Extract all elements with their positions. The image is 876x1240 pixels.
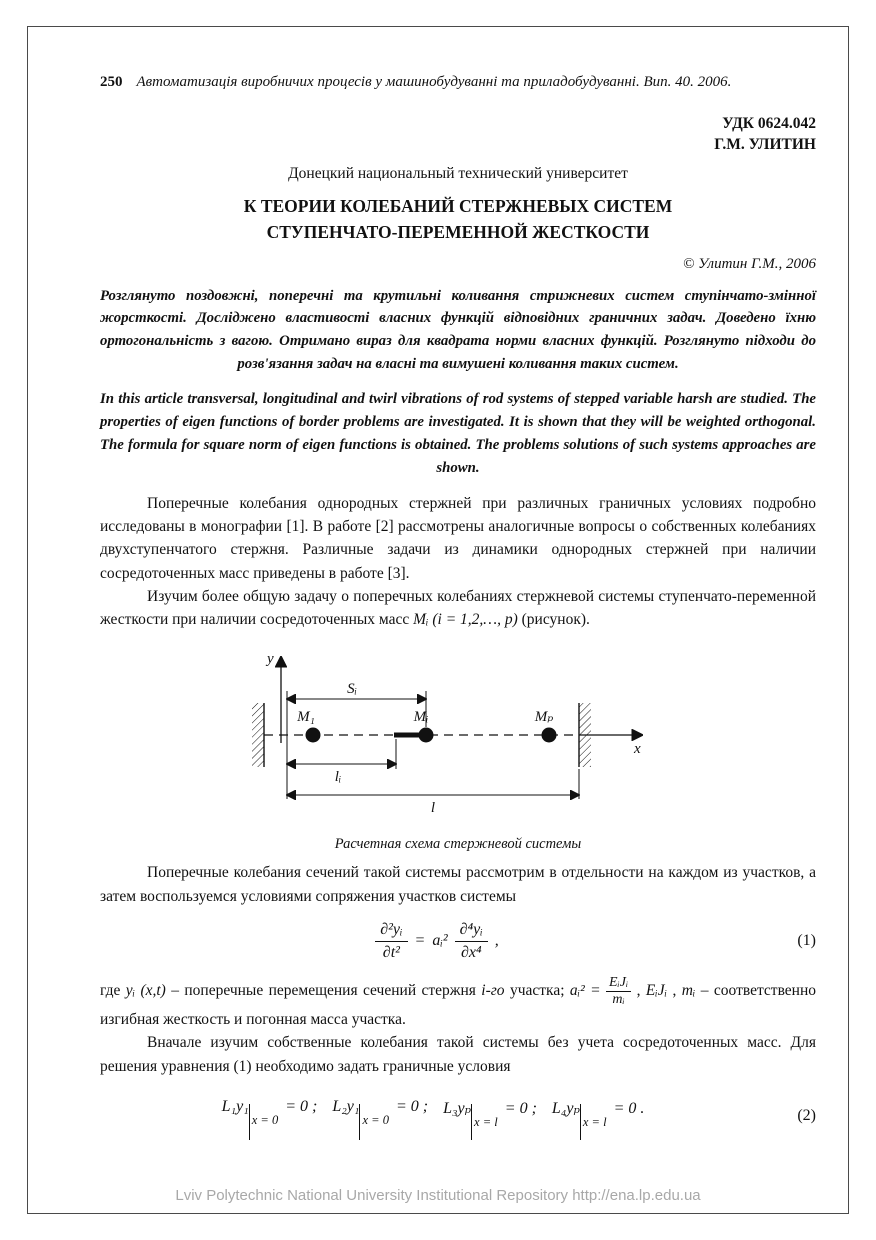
paragraph-2 (100, 585, 816, 632)
paragraph-1: Поперечные колебания однородных стержней при различных граничных условиях подробно исследованы в монографии [1]. В работе [2] рассмотрены аналогичные вопросы о собственных колебаниях двухступенчатого стержня. Различные задачи из динамики однородных стержней при наличии сосредоточенных масс приведены в работе [3]. (100, 494, 816, 582)
paragraph-4 (100, 975, 816, 1031)
boundary-condition-3 (443, 1098, 537, 1134)
dimension-li-label: lᵢ (334, 769, 342, 786)
boundary-condition-2 (332, 1098, 428, 1134)
paragraph-4-text: – поперечные перемещения сечений стержня (165, 982, 482, 1000)
dimension-si-label: Sᵢ (347, 681, 357, 698)
paragraph-4-text: – (695, 982, 714, 1000)
udc-code: УДК 0624.042 (722, 115, 816, 132)
mass-mi-dot (419, 728, 433, 742)
evaluation-bar (471, 1104, 472, 1140)
boundary-condition-4 (552, 1098, 644, 1134)
equation-1-tail: , (494, 932, 499, 950)
article-title-line-2: СТУПЕНЧАТО-ПЕРЕМЕННОЙ ЖЕСТКОСТИ (266, 222, 650, 243)
abstract-english: In this article transversal, longitudinal and twirl vibrations of rod systems of stepped variable harsh are studied. The properties of eigen functions of border problems are investigated. It is shown that they will be weighted orthogonal. The formula for square norm of eigen functions is obtained. The problems solutions of such systems approaches are shown. (100, 391, 816, 476)
paragraph-4-text: участка; (504, 982, 570, 1000)
journal-title: Автоматизація виробничих процесів у машинобудуванні та приладобудуванні. Вип. 40. 2006. (136, 74, 732, 90)
y-axis-label: y (267, 651, 274, 668)
rod-system-diagram (250, 647, 650, 819)
inline-math-yi: yᵢ (x,t) (125, 982, 166, 1000)
inline-fraction-numerator: EᵢJᵢ (606, 975, 631, 992)
evaluation-bar (580, 1104, 581, 1140)
equation-1-equals: = (414, 932, 426, 950)
boundary-condition-3-expr: L₃yₚ (443, 1099, 472, 1117)
equation-1-lhs-numerator: ∂²yᵢ (375, 920, 407, 942)
inline-math-mi: mᵢ (681, 982, 696, 1000)
inline-math-eiji: EᵢJᵢ (645, 982, 668, 1000)
x-axis-label: x (634, 741, 641, 758)
equation-1-number: (1) (797, 932, 816, 950)
copyright-notice: © Улитин Г.М., 2006 (683, 255, 816, 272)
left-wall-hatching (252, 703, 264, 767)
page-header (100, 74, 816, 91)
evaluation-bar (359, 1104, 360, 1140)
boundary-condition-1-expr: L₁y₁ (221, 1097, 249, 1115)
boundary-condition-2-rhs: = 0 ; (395, 1097, 429, 1115)
equation-2-body (100, 1098, 774, 1134)
boundary-condition-4-expr: L₄yₚ (551, 1099, 580, 1117)
dimension-l-label: l (430, 800, 436, 817)
mass-mp-label: Mₚ (534, 709, 554, 726)
paragraph-4-text: , (667, 982, 682, 1000)
equation-1-lhs-fraction (375, 920, 407, 963)
equation-1-coefficient: aᵢ² (432, 932, 448, 950)
equation-1-rhs-denominator: ∂x⁴ (460, 943, 482, 961)
boundary-condition-1-rhs: = 0 ; (285, 1097, 318, 1115)
affiliation: Донецкий национальный технический университет (288, 165, 628, 182)
mass-mi-label: Mᵢ (413, 709, 429, 726)
inline-fraction-denominator: mᵢ (612, 991, 625, 1007)
equation-1-body (100, 920, 774, 963)
boundary-condition-4-at: x = l (582, 1114, 607, 1129)
inline-fraction-stiffness (606, 975, 631, 1008)
boundary-condition-3-at: x = l (474, 1114, 498, 1129)
paragraph-2-text-end: (рисунок). (517, 611, 590, 629)
inline-math-ai: aᵢ² = (569, 982, 601, 1000)
equation-2-number: (2) (797, 1106, 816, 1124)
paragraph-5: Вначале изучим собственные колебания такой системы без учета сосредоточенных масс. Для решения уравнения (1) необходимо задать граничные условия (100, 1034, 816, 1075)
boundary-condition-1-at: x = 0 (251, 1112, 279, 1127)
boundary-condition-4-rhs: = 0 . (613, 1099, 645, 1117)
article-title (100, 193, 816, 246)
inline-math-masses: Mᵢ (i = 1,2,…, p) (413, 611, 518, 629)
author-name: Г.М. УЛИТИН (714, 136, 816, 153)
paragraph-4-text-end: соответственно изгибная жесткость и погонная масса участка. (100, 982, 817, 1029)
inline-math-ith: i-го (481, 982, 505, 1000)
figure-rod-system (100, 647, 816, 853)
boundary-condition-2-at: x = 0 (362, 1112, 389, 1127)
page-content (100, 74, 816, 1146)
abstract-ukrainian: Розглянуто поздовжні, поперечні та крутильні коливання стрижневих систем ступінчато-змінної жорсткості. Досліджено властивості власних функцій відповідних граничних задач. Доведено їхню ортогональність з вагою. Отримано вираз для квадрата норми власних функцій. Розглянуто підходи до розв'язання задач на власні та вимушені коливання таких систем. (100, 287, 816, 373)
page-number: 250 (100, 74, 123, 90)
repository-footer: Lviv Polytechnic National University Institutional Repository http://ena.lp.edu.ua (175, 1187, 701, 1204)
equation-1-rhs-fraction (455, 920, 488, 963)
equation-2 (100, 1098, 816, 1134)
mass-mp-dot (542, 728, 556, 742)
equation-1-lhs-denominator: ∂t² (382, 943, 400, 961)
figure-caption: Расчетная схема стержневой системы (334, 836, 582, 853)
article-title-line-1: К ТЕОРИИ КОЛЕБАНИЙ СТЕРЖНЕВЫХ СИСТЕМ (243, 196, 673, 216)
mass-m1-label: M₁ (297, 709, 315, 726)
paragraph-2-text-start: Изучим более общую задачу о поперечных колебаниях стержневой системы ступенчато-переменной жесткости при наличии сосредоточенных масс (100, 587, 816, 629)
boundary-condition-2-expr: L₂y₁ (332, 1097, 360, 1115)
equation-1-rhs-numerator: ∂⁴yᵢ (455, 920, 488, 942)
boundary-condition-3-rhs: = 0 ; (504, 1099, 537, 1117)
figure-drawing (250, 647, 816, 824)
boundary-condition-1 (222, 1098, 318, 1134)
mass-m1-dot (306, 728, 320, 742)
evaluation-bar (249, 1104, 250, 1140)
paragraph-3: Поперечные колебания сечений такой системы рассмотрим в отдельности на каждом из участков, а затем воспользуемся условиями сопряжения участков системы (100, 864, 816, 905)
paragraph-4-text: , (631, 982, 646, 1000)
equation-1 (100, 920, 816, 963)
paragraph-4-text: где (100, 982, 126, 1000)
